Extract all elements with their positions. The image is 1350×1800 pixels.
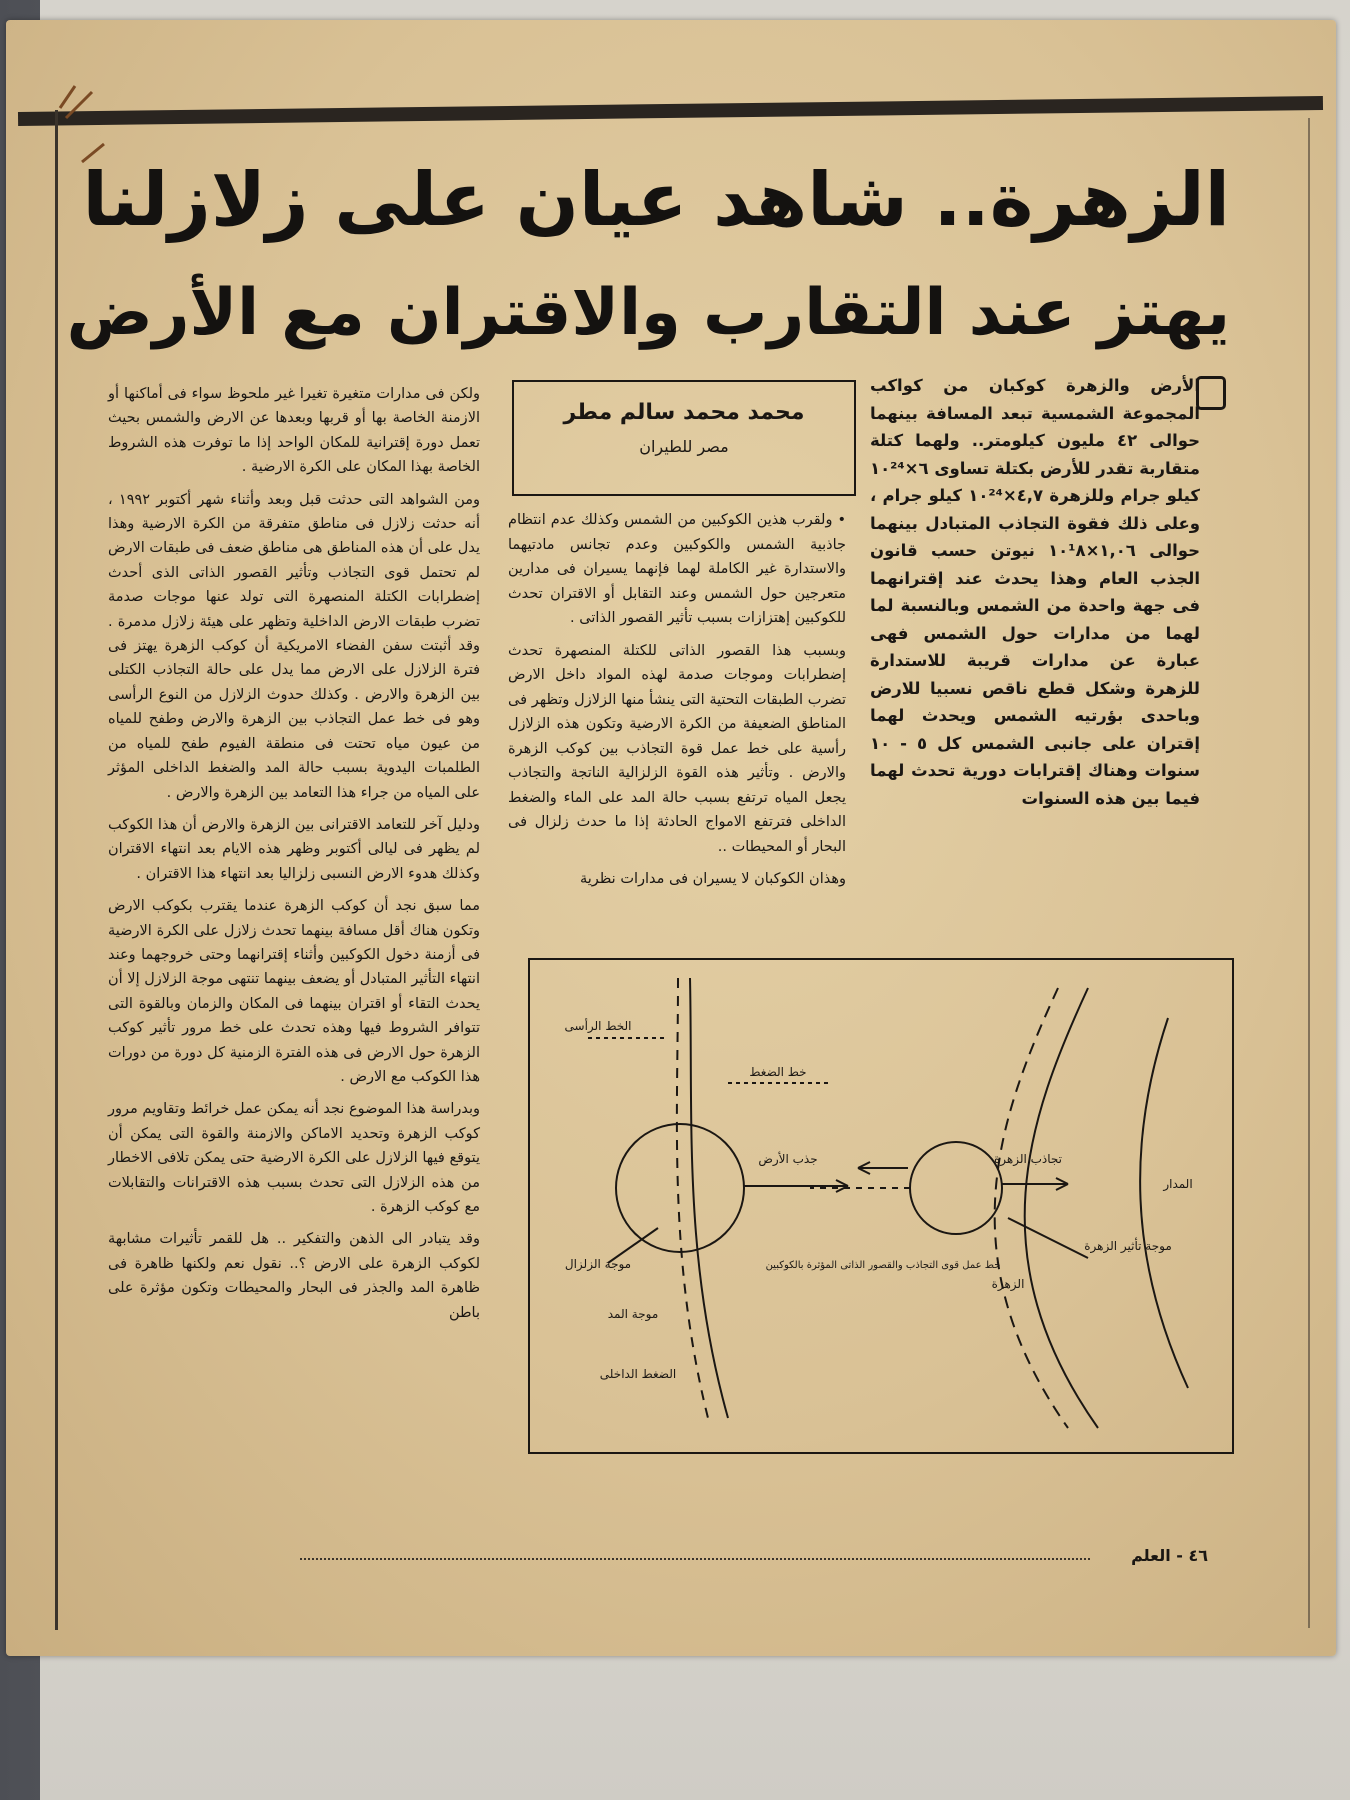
paragraph: وهذان الكوكبان لا يسيران فى مدارات نظرية: [579, 871, 846, 887]
left-border-rule: [55, 110, 58, 1630]
right-border-rule: [1308, 118, 1310, 1628]
diagram-label-venus: الزهرة: [991, 1277, 1025, 1291]
venus-circle-icon: [910, 1142, 1002, 1234]
paragraph: وبسبب هذا القصور الذاتى للكتلة المنصهرة تحدث إضطرابات وموجات صدمة لهذه المواد داخل الارض تضرب الطبقات التحتية التى ينشأ منها الزلازل وتظهر فى المناطق الضعيفة من الكرة الارضية وتكون هذه الزلازل رأسية على خط عمل قوة التجاذب بين كوكب الزهرة والارض . وتأثير هذه القوة الزلزالية الناتجة والتجاذب يجعل المياه ترتفع بسبب حالة المد على الماء والضغط الداخلى فترتفع الامواج الحادثة إذا ما حدث زلزال فى البحار أو المحيطات ..: [508, 642, 846, 855]
diagram-label-tidal-wave: موجة المد: [607, 1307, 659, 1321]
diagram-label-line-of-action: خط عمل قوى التجاذب والقصور الذاتى المؤثرة بالكوكبين: [765, 1260, 1001, 1271]
byline-author: محمد محمد سالم مطر: [563, 400, 805, 425]
paragraph: ومن الشواهد التى حدثت قبل وبعد وأثناء شهر أكتوبر ١٩٩٢ ، أنه حدثت زلازل فى مناطق متفرقة من الكرة الارضية وهذا يدل على أن هذه المناطق هى مناطق ضعف فى طبقات الارض لم تحتمل قوى التجاذب وتأثير القصور الذاتى الذى أحدث إضطرابات الكتلة المنصهرة التى تولد عنها موجات صدمة تضرب طبقات الارض الداخلية وتظهر على هيئة زلازل مدمرة . وقد أثبتت سفن الفضاء الامريكية أن كوكب الزهرة يهتز فى فترة الزلازل على الارض مما يدل على حالة التجاذب الكتلى بين الزهرة والارض . وكذلك حدوث الزلازل من النوع الرأسى وهو فى خط عمل التجاذب بين الزهرة والارض وطفح للمياه من عيون مياه تحتت فى منطقة الفيوم طفح للمياه من الطلمبات اليدوية بسبب حالة المد والضغط الداخلى المؤثر على المياه من جراء هذا التعامد بين الزهرة والارض .: [107, 491, 480, 801]
byline-affiliation: مصر للطيران: [639, 437, 729, 456]
article-column-right: [870, 372, 1200, 952]
diagram-label-pressure-line: خط الضغط: [749, 1065, 807, 1079]
paragraph: وبدراسة هذا الموضوع نجد أنه يمكن عمل خرائط وتقاويم مرور كوكب الزهرة وتحديد الاماكن والازمنة والقوة التى يمكن أن يتوقع فيها الزلازل على الكرة الارضية حتى يمكن تلافى الاخطار من هذه الزلازل التى تحدث بسبب هذه الاقترانات والتقابلات مع كوكب الزهرة .: [108, 1101, 480, 1215]
diagram-label-venus-attraction: تجاذب الزهرة: [993, 1152, 1063, 1166]
paragraph: وقد يتبادر الى الذهن والتفكير .. هل للقمر تأثيرات مشابهة لكوكب الزهرة على الارض ؟.. نقول نعم ولكنها ظاهرة فى ظاهرة المد والجذر فى البحار والمحيطات وتكون مؤثرة على باطن: [108, 1231, 480, 1321]
bullet-square-icon: [1196, 376, 1226, 410]
headline: الزهرة.. شاهد عيان على زلازلنا: [82, 157, 1230, 243]
paragraph: الأرض والزهرة كوكبان من كواكب المجموعة الشمسية تبعد المسافة بينهما حوالى ٤٢ مليون كيلومتر.. ولهما كتلة متقاربة تقدر للأرض بكتلة تساوى ٦×١٠²⁴ كيلو جرام وللزهرة ٤,٧×١٠²⁴ كيلو جرام ، وعلى ذلك فقوة التجاذب المتبادل بينهما حوالى ١,٠٦×١٠¹٨ نيوتن حسب قانون الجذب العام وهذا يحدث عند إقترانهما فى جهة واحدة من الشمس وبالنسبة لما لهما من مدارات حول الشمس فهى عبارة عن مدارات قريبة للاستدارة للزهرة وشكل قطع ناقص نسبيا للارض وباحدى بؤرتيه الشمس ويحدث لهما إقتران على جانبى الشمس كل ٥ - ١٠ سنوات وهناك إقترابات دورية تحدث لهما فيما بين هذه السنوات: [870, 376, 1200, 808]
diagram-label-quake-wave: موجة الزلزال: [564, 1257, 632, 1271]
diagram-label-venus-wave: موجة تأثير الزهرة: [1084, 1239, 1172, 1253]
byline-box: [512, 380, 856, 496]
paragraph: مما سبق نجد أن كوكب الزهرة عندما يقترب بكوكب الارض وتكون هناك أقل مسافة بينهما تحدث زلازل على الكرة الارضية فى أزمنة دخول الكوكبين وأثناء إقترانهما وحتى خروجهما وعند انتهاء التأثير المتبادل أو يضعف بينهما تنتهى موجة الزلازل إلا أن يحدث التقاء أو اقتران بينهما فى المكان والزمان وبالقوة التى تتوافر الشروط فيها وهذه تحدث على خط مرور تأثير كوكب الزهرة حول الارض فى هذه الفترة الزمنية كل دورة من دورات هذا الكوكب مع الارض .: [108, 898, 480, 1085]
subheadline: يهتز عند التقارب والاقتران مع الأرض: [66, 276, 1230, 350]
article-column-left: [108, 382, 480, 1512]
diagram-label-orbit: المدار: [1163, 1177, 1193, 1191]
paragraph: • ولقرب هذين الكوكبين من الشمس وكذلك عدم انتظام جاذبية الشمس والكوكبين وعدم تجانس مادتيهما والاستدارة غير الكاملة لهما فإنهما يسيران فى مدارين متعرجين حول الشمس وعند التقابل أو الاقتران تحدث للكوكبين إهتزازات بسبب تأثير القصور الذاتى .: [508, 512, 846, 626]
diagram-label-earth-attraction: جذب الأرض: [758, 1152, 818, 1166]
diagram-label-vertical-line: الخط الرأسى: [564, 1019, 632, 1033]
footer-rule: [300, 1558, 1090, 1560]
article-column-middle: [508, 508, 846, 968]
paragraph: ودليل آخر للتعامد الاقترانى بين الزهرة والارض أن هذا الكوكب لم يظهر فى ليالى أكتوبر وظهر هذه الايام بعد انتهاء الاقتران وكذلك هدوء الارض النسبى زلزاليا بعد انتهاء هذا الاقتران .: [108, 816, 480, 882]
paragraph: ولكن فى مدارات متغيرة تغيرا غير ملحوظ سواء فى أماكنها أو الازمنة الخاصة بها أو قربها وبعدها عن الارض والشمس بحيث تعمل دورة إقترانية للمكان الواحد إذا ما توفرت هذه الشروط الخاصة بهذا المكان على الكرة الارضية .: [108, 386, 480, 476]
page-number: ٤٦ - العلم: [1131, 1546, 1208, 1565]
earth-venus-diagram: [528, 958, 1234, 1454]
diagram-label-internal-pressure: الضغط الداخلى: [599, 1367, 677, 1381]
